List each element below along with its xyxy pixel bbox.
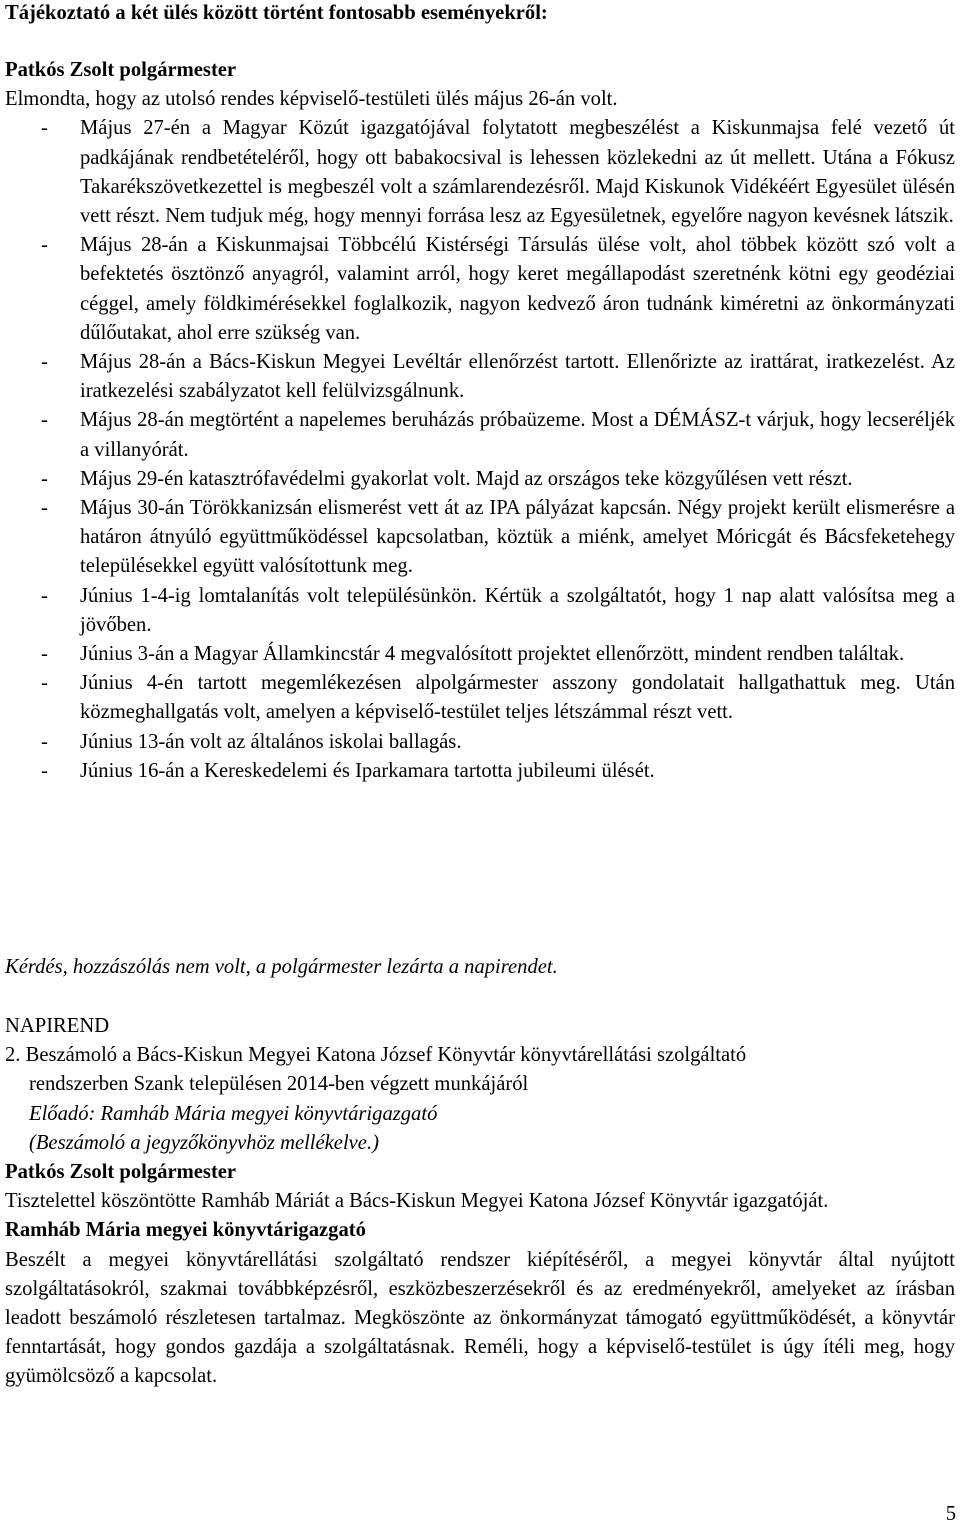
list-item: - Május 28-án megtörtént a napelemes beruházás próbaüzeme. Most a DÉMÁSZ-t várjuk, hogy lecseréljék a villanyórát. bbox=[41, 409, 955, 461]
speaker-text: Beszélt a megyei könyvtárellátási szolgáltató rendszer kiépítéséről, a megyei könyvtár által nyújtott szolgáltatásokról, szakmai továbbképzésről, eszközbeszerzésekről és az eredményekről, amelyeket az írásban leadott beszámoló részletesen tartalmaz. Megköszönte az önkormányzat támogató együttműködését, a könyvtár fenntartását, hogy gondos gazdája a szolgáltatásnak. Reméli, hogy a képviselő-testület is úgy ítéli meg, hogy gyümölcsöző a kapcsolat. bbox=[5, 1248, 955, 1388]
page-number: 5 bbox=[945, 1503, 956, 1525]
list-item: - Június 1-4-ig lomtalanítás volt településünkön. Kértük a szolgáltatót, hogy 1 nap alatt valósítsa meg a jövőben. bbox=[41, 584, 955, 636]
list-item: - Június 13-án volt az általános iskolai ballagás. bbox=[41, 730, 462, 753]
attachment-note: (Beszámoló a jegyzőkönyvhöz mellékelve.) bbox=[29, 1131, 379, 1154]
question-note: Kérdés, hozzászólás nem volt, a polgármester lezárta a napirendet. bbox=[5, 956, 558, 978]
list-item: - Május 27-én a Magyar Közút igazgatójával folytatott megbeszélést a Kiskunmajsa felé vezető út padkájának rendbetételéről, hogy ott babakocsival is lehessen közlekedni az út mellett. Utána a Fókusz Takarékszövetkezettel is megbeszél volt a számlarendezésről. Majd Kiskunok Vidékéért Egyesület ülésén vett részt. Nem tudjuk még, hogy mennyi forrása lesz az Egyesületnek, egyelőre nagyon kevésnek látszik. bbox=[41, 117, 955, 228]
section-title: Tájékoztató a két ülés között történt fontosabb eseményekről: bbox=[5, 2, 548, 24]
speaker-text: Tisztelettel köszöntötte Ramháb Máriát a Bács-Kiskun Megyei Katona József Könyvtár igazgatóját. bbox=[5, 1190, 829, 1213]
agenda-block bbox=[5, 1012, 955, 1392]
list-item: - Június 4-én tartott megemlékezésen alpolgármester asszony gondolatait hallgathattuk meg. Után közmeghallgatás volt, amelyen a képviselő-testület teljes létszámmal részt vett. bbox=[41, 672, 955, 724]
list-item: - Június 3-án a Magyar Államkincstár 4 megvalósított projektet ellenőrzött, mindent rendben találtak. bbox=[41, 643, 905, 666]
speaker-name: Patkós Zsolt polgármester bbox=[5, 1161, 237, 1184]
list-item: - Május 29-én katasztrófavédelmi gyakorlat volt. Majd az országos teke közgyűlésen vett részt. bbox=[41, 467, 853, 490]
agenda-title-line-1: 2. Beszámoló a Bács-Kiskun Megyei Katona József Könyvtár könyvtárellátási szolgáltató bbox=[5, 1044, 747, 1067]
list-item: - Június 16-án a Kereskedelemi és Iparkamara tartotta jubileumi ülését. bbox=[41, 759, 655, 782]
speaker-name: Patkós Zsolt polgármester bbox=[5, 59, 237, 81]
list-item: - Május 28-án a Kiskunmajsai Többcélú Kistérségi Társulás ülése volt, ahol többek között szó volt a befektetés ösztönző anyagról, valamint arról, hogy keret megállapodást szeretnénk kötni egy geodéziai céggel, amely földkimérésekkel foglalkozik, nagyon kedvező áron tudnánk kiméretni az önkormányzati dűlőutakat, ahol erre szükség van. bbox=[41, 234, 955, 344]
list-item: - Május 28-án a Bács-Kiskun Megyei Levéltár ellenőrzést tartott. Ellenőrizte az irattárat, iratkezelést. Az iratkezelési szabályzatot kell felülvizsgálnunk. bbox=[41, 351, 955, 403]
agenda-title-line-2: rendszerben Szank településen 2014-ben végzett munkájáról bbox=[29, 1073, 529, 1096]
speaker-name: Ramháb Mária megyei könyvtárigazgató bbox=[5, 1219, 366, 1242]
event-list bbox=[5, 114, 955, 786]
speaker-block-1 bbox=[5, 56, 955, 786]
list-item: - Május 30-án Törökkanizsán elismerést vett át az IPA pályázat kapcsán. Négy projekt került elismerésre a határon átnyúló együttműködéssel kapcsolatban, köztük a miénk, amelyet Móricgát és Bácsfeketehegy településekkel együtt valósítottunk meg. bbox=[41, 497, 955, 578]
presenter: Előadó: Ramháb Mária megyei könyvtárigazgató bbox=[29, 1102, 438, 1125]
intro-text: Elmondta, hogy az utolsó rendes képviselő-testületi ülés május 26-án volt. bbox=[5, 88, 618, 111]
agenda-heading: NAPIREND bbox=[5, 1015, 110, 1037]
